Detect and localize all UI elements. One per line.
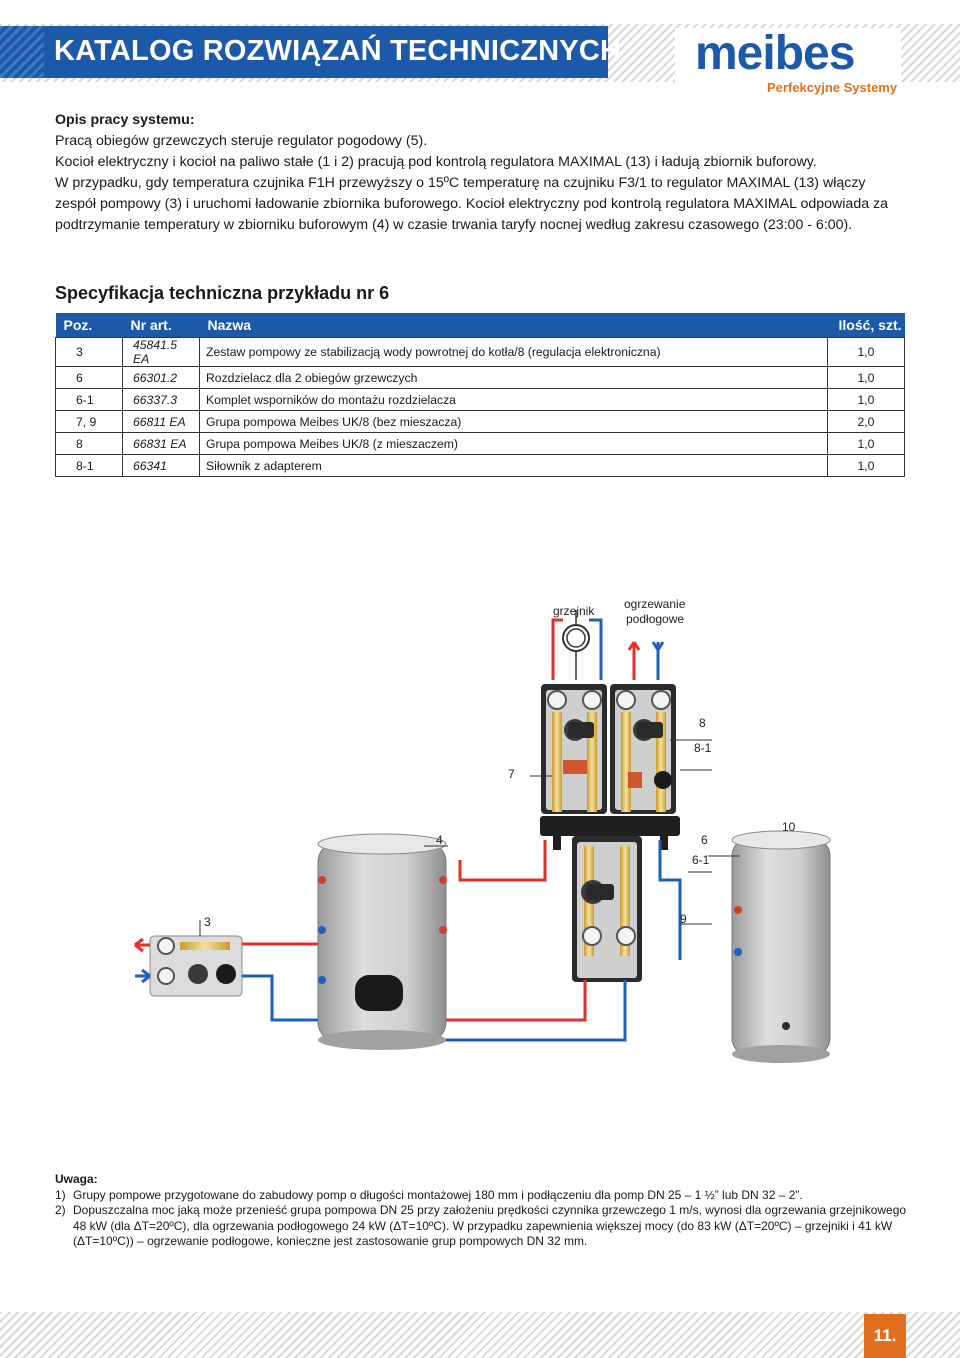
cell-name: Grupa pompowa Meibes UK/8 (bez mieszacza) (200, 411, 828, 433)
system-description (55, 110, 907, 236)
tank-10 (732, 831, 830, 1063)
label-ogrzewanie: ogrzewanie (624, 597, 686, 611)
hydraulic-diagram (0, 580, 960, 1100)
label-8: 8 (699, 716, 706, 730)
header-art: Nr art. (123, 313, 200, 338)
pump-group-8 (610, 684, 676, 814)
page-number-badge (864, 1314, 906, 1358)
note-text: Dopuszczalna moc jaką może przenieść grupa pompowa DN 25 przy założeniu prędkości czynnika grzewczego 1 m/s, wynosi dla ogrzewania grzejnikowego 48 kW (dla ΔT=20ºC), dla ogrzewania podłogowego 24 kW (ΔT=10ºC). W przypadku zapewnienia większej mocy (do 83 kW (ΔT=20ºC) – grzejniki i 41 kW (ΔT=10ºC)) – ogrzewanie podłogowe, konieczne jest zastosowanie grup pompowych DN 32 mm. (73, 1203, 907, 1248)
cell-poz: 3 (56, 338, 123, 367)
actuator-8-1 (654, 771, 672, 789)
label-6-1: 6-1 (692, 853, 710, 867)
cell-name: Rozdzielacz dla 2 obiegów grzewczych (200, 367, 828, 389)
pipe-boiler-in (135, 939, 150, 951)
pipe-supply-radiator (553, 620, 563, 680)
table-row (56, 411, 905, 433)
pipe-return-radiator (589, 620, 601, 680)
note-number: 2) (55, 1203, 66, 1217)
note-item (55, 1203, 907, 1250)
cell-qty: 1,0 (828, 433, 905, 455)
title-stripes (0, 26, 44, 78)
notes-section (55, 1172, 907, 1250)
description-paragraph: Kocioł elektryczny i kocioł na paliwo stałe (1 i 2) pracują pod kontrolą regulatora MAXIMAL (13) i ładują zbiornik buforowy. (55, 154, 817, 170)
description-paragraph: W przypadku, gdy temperatura czujnika F1H przewyższy o 15ºC temperaturę na czujniku F3/1 to regulator MAXIMAL (13) włączy zespół pompowy (3) i uruchomi ładowanie zbiornika buforowego. Kocioł elektryczny pod kontrolą regulatora MAXIMAL odpowiada za podtrzymanie temperatury w zbiorniku buforowym (4) w czasie trwania taryfy nocnej według zakresu czasowego (23:00 - 6:00). (55, 175, 889, 233)
table-row (56, 367, 905, 389)
label-10: 10 (782, 820, 796, 834)
distributor-stub (553, 836, 561, 850)
cell-art: 66811 EA (123, 411, 200, 433)
cell-art: 66341 (123, 455, 200, 477)
pipe-return-floor (653, 642, 663, 680)
cell-name: Komplet wsporników do montażu rozdzielacza (200, 389, 828, 411)
spec-title: Specyfikacja techniczna przykładu nr 6 (55, 283, 390, 303)
description-heading: Opis pracy systemu: (55, 112, 195, 128)
cell-art: 66301.2 (123, 367, 200, 389)
logo-tagline: Perfekcyjne Systemy (767, 80, 898, 95)
cell-qty: 1,0 (828, 338, 905, 367)
page-title: KATALOG ROZWIĄZAŃ TECHNICZNYCH (54, 35, 622, 67)
cell-name: Grupa pompowa Meibes UK/8 (z mieszaczem) (200, 433, 828, 455)
cell-qty: 2,0 (828, 411, 905, 433)
table-row (56, 338, 905, 367)
label-7: 7 (508, 767, 515, 781)
cell-art: 66831 EA (123, 433, 200, 455)
pump-group-7 (541, 684, 607, 814)
cell-qty: 1,0 (828, 455, 905, 477)
page-number: 11. (873, 1326, 897, 1345)
table-row (56, 455, 905, 477)
label-9: 9 (680, 912, 687, 926)
spec-table (55, 313, 905, 477)
notes-heading: Uwaga: (55, 1172, 98, 1186)
meibes-logo (675, 28, 901, 100)
label-3: 3 (204, 915, 211, 929)
cell-poz: 8-1 (56, 455, 123, 477)
cell-name: Zestaw pompowy ze stabilizacją wody powrotnej do kotła/8 (regulacja elektroniczna) (200, 338, 828, 367)
cell-qty: 1,0 (828, 389, 905, 411)
header-qty: Ilość, szt. (828, 313, 905, 338)
header-name: Nazwa (200, 313, 828, 338)
logo-wordmark: meibes (695, 27, 855, 80)
note-number: 1) (55, 1187, 66, 1202)
pump-group-9 (572, 836, 642, 982)
pipe-set3-return (242, 976, 318, 1020)
distributor-6 (540, 816, 680, 836)
label-podlogowe: podłogowe (626, 612, 685, 626)
label-8-1: 8-1 (694, 741, 712, 755)
note-item (55, 1188, 907, 1204)
cell-poz: 7, 9 (56, 411, 123, 433)
note-text: Grupy pompowe przygotowane do zabudowy pomp o długości montażowej 180 mm i podłączeniu dla pomp DN 25 – 1 ½” lub DN 32 – 2”. (73, 1187, 803, 1202)
pipe-return-tank10 (660, 840, 680, 960)
cell-poz: 8 (56, 433, 123, 455)
cell-art: 66337.3 (123, 389, 200, 411)
pipe-supply-floor (629, 642, 639, 680)
table-row (56, 433, 905, 455)
spec-header-row (56, 313, 905, 338)
table-row (56, 389, 905, 411)
label-6: 6 (701, 833, 708, 847)
footer-hatch-pattern (0, 1312, 960, 1358)
pipe-supply-distributor (460, 840, 545, 880)
buffer-tank-4 (318, 834, 447, 1050)
header-poz: Poz. (56, 313, 123, 338)
label-4: 4 (436, 833, 443, 847)
cell-art: 45841.5 EA (123, 338, 200, 367)
pump-set-3 (150, 936, 242, 996)
label-grzejnik: grzejnik (553, 604, 595, 618)
title-bar (0, 26, 622, 78)
cell-poz: 6 (56, 367, 123, 389)
cell-name: Siłownik z adapterem (200, 455, 828, 477)
description-paragraph: Pracą obiegów grzewczych steruje regulator pogodowy (5). (55, 133, 428, 149)
cell-qty: 1,0 (828, 367, 905, 389)
pipe-boiler-out (135, 970, 150, 982)
cell-poz: 6-1 (56, 389, 123, 411)
